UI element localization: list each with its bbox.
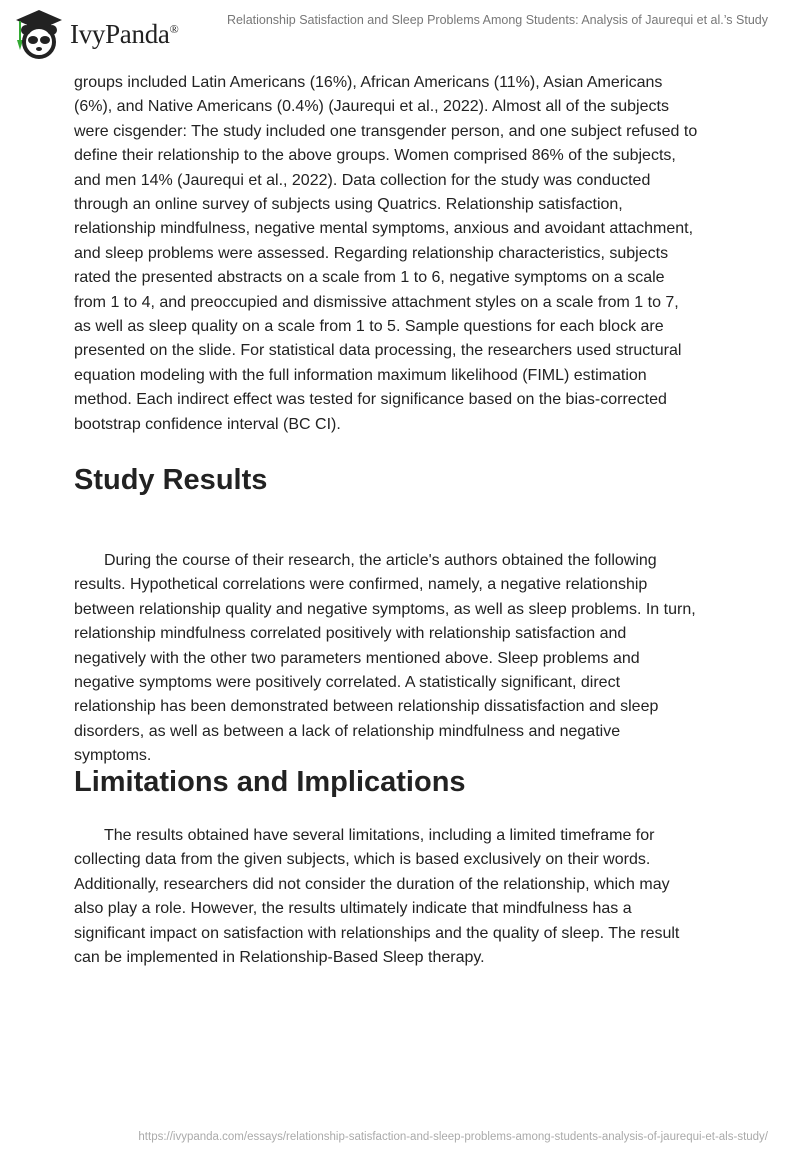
- text-line: negatively with the other two parameters mentioned above. Sleep problems and: [74, 649, 640, 667]
- paragraph-limitations: [74, 824, 754, 970]
- text-line: presented on the slide. For statistical data processing, the researchers used structural: [74, 342, 682, 360]
- text-line: significant impact on satisfaction with relationships and the quality of sleep. The result: [74, 924, 680, 942]
- section-heading-limitations: Limitations and Implications: [74, 766, 466, 798]
- text-line: as well as sleep quality on a scale from 1 to 5. Sample questions for each block are: [74, 318, 664, 336]
- text-line: method. Each indirect effect was tested for significance based on the bias-corrected: [74, 391, 667, 409]
- text-line: Additionally, researchers did not consider the duration of the relationship, which may: [74, 875, 670, 893]
- text-line: symptoms.: [74, 747, 152, 765]
- text-line: also play a role. However, the results ultimately indicate that mindfulness has a: [74, 900, 632, 918]
- text-line: relationship mindfulness correlated positively with relationship satisfaction and: [74, 625, 627, 643]
- text-line: and sleep problems were assessed. Regarding relationship characteristics, subjects: [74, 244, 669, 262]
- text-line: define their relationship to the above groups. Women comprised 86% of the subjects,: [74, 147, 676, 165]
- source-url[interactable]: https://ivypanda.com/essays/relationship-satisfaction-and-sleep-problems-among-students-analysis-of-jaurequi-et-als-study/: [138, 1131, 768, 1143]
- paragraph-methods: [74, 71, 754, 437]
- text-line: rated the presented abstracts on a scale from 1 to 6, negative symptoms on a scale: [74, 269, 665, 287]
- text-line: negative symptoms were positively correlated. A statistically significant, direct: [74, 674, 621, 692]
- document-title: Relationship Satisfaction and Sleep Problems Among Students: Analysis of Jaurequi et al.’s Study: [226, 13, 768, 27]
- text-line: were cisgender: The study included one transgender person, and one subject refused to: [74, 122, 698, 140]
- text-line: from 1 to 4, and preoccupied and dismissive attachment styles on a scale from 1 to 7,: [74, 293, 679, 311]
- text-line: disorders, as well as between a lack of relationship mindfulness and negative: [74, 722, 621, 740]
- text-line: The results obtained have several limitations, including a limited timeframe for: [104, 827, 655, 844]
- paragraph-study-results: [74, 549, 754, 769]
- text-line: collecting data from the given subjects, which is based exclusively on their words.: [74, 851, 651, 869]
- text-line: results. Hypothetical correlations were confirmed, namely, a negative relationship: [74, 576, 648, 594]
- text-line: (6%), and Native Americans (0.4%) (Jaurequi et al., 2022). Almost all of the subjects: [74, 98, 669, 116]
- text-line: between relationship quality and negative symptoms, as well as sleep problems. In turn,: [74, 600, 696, 618]
- text-line: equation modeling with the full information maximum likelihood (FIML) estimation: [74, 366, 647, 384]
- text-line: During the course of their research, the article's authors obtained the following: [104, 552, 657, 569]
- text-line: relationship has been demonstrated between relationship dissatisfaction and sleep: [74, 698, 659, 716]
- ivypanda-logo[interactable]: [14, 8, 178, 60]
- text-line: groups included Latin Americans (16%), African Americans (11%), Asian Americans: [74, 74, 663, 91]
- logo-text: IvyPanda®: [70, 18, 179, 49]
- section-heading-study-results: Study Results: [74, 464, 268, 496]
- text-line: through an online survey of subjects using Quatrics. Relationship satisfaction,: [74, 196, 623, 214]
- text-line: and men 14% (Jaurequi et al., 2022). Data collection for the study was conducted: [74, 171, 651, 189]
- text-line: bootstrap confidence interval (BC CI).: [74, 415, 341, 433]
- text-line: relationship mindfulness, negative mental symptoms, anxious and avoidant attachment,: [74, 220, 694, 238]
- panda-graduate-icon: [14, 8, 64, 60]
- text-line: can be implemented in Relationship-Based Sleep therapy.: [74, 949, 485, 967]
